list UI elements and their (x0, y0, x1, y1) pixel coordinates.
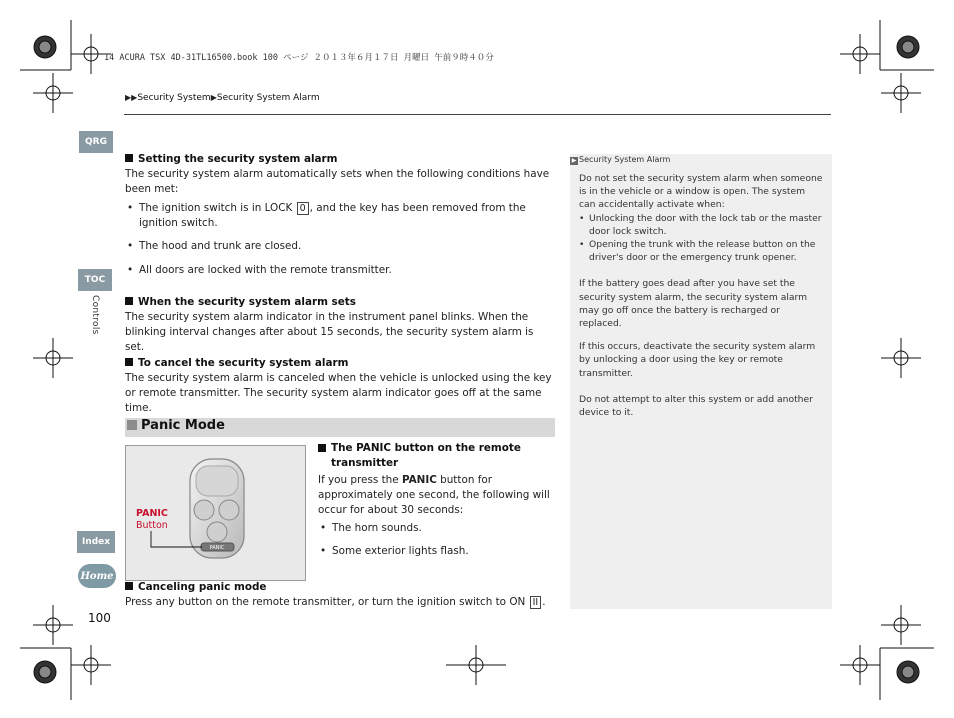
note-list-item: • Unlocking the door with the lock tab or the master door lock switch. (579, 212, 824, 238)
note-paragraph: Do not set the security system alarm when someone is in the vehicle or a window is open. The system can accidentally activate when: (579, 173, 823, 211)
note-paragraph: If the battery goes dead after you have set the security system alarm, the security system alarm may go off once the battery is recharged or replaced. (579, 278, 808, 330)
note-list-item: • Opening the trunk with the release button on the driver's door or the emergency trunk opener. (579, 238, 824, 264)
sidebar-notes-body (579, 172, 824, 419)
list-item: • The ignition switch is in LOCK 0 , and the key has been removed from the ignition switch. (125, 201, 555, 231)
setting-intro: The security system alarm automatically sets when the following conditions have been met: (125, 168, 550, 195)
panic-button-heading: The PANIC button on the remote transmitter (318, 441, 555, 471)
cancel-body: The security system alarm is canceled when the vehicle is unlocked using the key or remote transmitter. The security system alarm indicator goes off at the same time. (125, 372, 552, 414)
square-bullet-icon (125, 297, 133, 305)
index-button[interactable]: Index (77, 531, 115, 553)
toc-button[interactable]: TOC (78, 269, 112, 291)
panic-button-section (318, 441, 555, 559)
when-sets-body: The security system alarm indicator in the instrument panel blinks. When the blinking interval changes after about 15 seconds, the security system alarm is set. (125, 311, 534, 353)
qrg-button[interactable]: QRG (79, 131, 113, 153)
breadcrumb-arrows-icon: ▶▶ (125, 93, 138, 102)
panic-button-label: PANIC (209, 545, 225, 551)
remote-transmitter-image (125, 445, 306, 581)
note-paragraph: If this occurs, deactivate the security system alarm by unlocking a door using the key or remote transmitter. (579, 341, 816, 379)
note-paragraph: Do not attempt to alter this system or add another device to it. (579, 393, 813, 419)
header-divider (124, 114, 831, 115)
canceling-panic-heading: Canceling panic mode (125, 580, 555, 595)
print-header-info: 14 ACURA TSX 4D-31TL16500.book 100 ページ ２０１３年６月１７日 月曜日 午前９時４０分 (104, 53, 494, 63)
chapter-label: Controls (90, 295, 100, 335)
on-position-key: II (530, 596, 542, 609)
sidebar-notes-heading: ▶ Security System Alarm (571, 155, 671, 164)
breadcrumb-section-link[interactable]: Security System (137, 93, 211, 103)
square-bullet-icon (125, 582, 133, 590)
setting-heading: Setting the security system alarm (125, 152, 555, 167)
square-bullet-icon (127, 420, 137, 430)
breadcrumb (125, 93, 320, 103)
canceling-panic-body: Press any button on the remote transmitter, or turn the ignition switch to ON II . (125, 596, 546, 608)
list-item: • The hood and trunk are closed. (125, 239, 555, 254)
page-number: 100 (88, 611, 111, 625)
setting-section (125, 152, 555, 278)
cancel-heading: To cancel the security system alarm (125, 356, 555, 371)
square-bullet-icon (125, 154, 133, 162)
panic-button-intro: If you press the PANIC button for approximately one second, the following will occur for about 30 seconds: (318, 474, 550, 516)
when-sets-heading: When the security system alarm sets (125, 295, 555, 310)
reference-icon: ▶ (571, 157, 577, 164)
list-item: • The horn sounds. (318, 521, 555, 536)
list-item: • All doors are locked with the remote transmitter. (125, 263, 555, 278)
panic-button-callout: PANIC Button (136, 508, 168, 531)
home-button[interactable]: Home (78, 564, 116, 588)
breadcrumb-separator-icon: ▶ (210, 93, 217, 102)
lock-position-key: 0 (297, 202, 309, 215)
panic-mode-title: Panic Mode (125, 418, 555, 437)
square-bullet-icon (125, 358, 133, 366)
square-bullet-icon (318, 444, 326, 452)
when-sets-section (125, 295, 555, 355)
canceling-panic-section (125, 580, 555, 610)
list-item: • Some exterior lights flash. (318, 544, 555, 559)
cancel-section (125, 356, 555, 416)
breadcrumb-current: Security System Alarm (216, 93, 320, 103)
